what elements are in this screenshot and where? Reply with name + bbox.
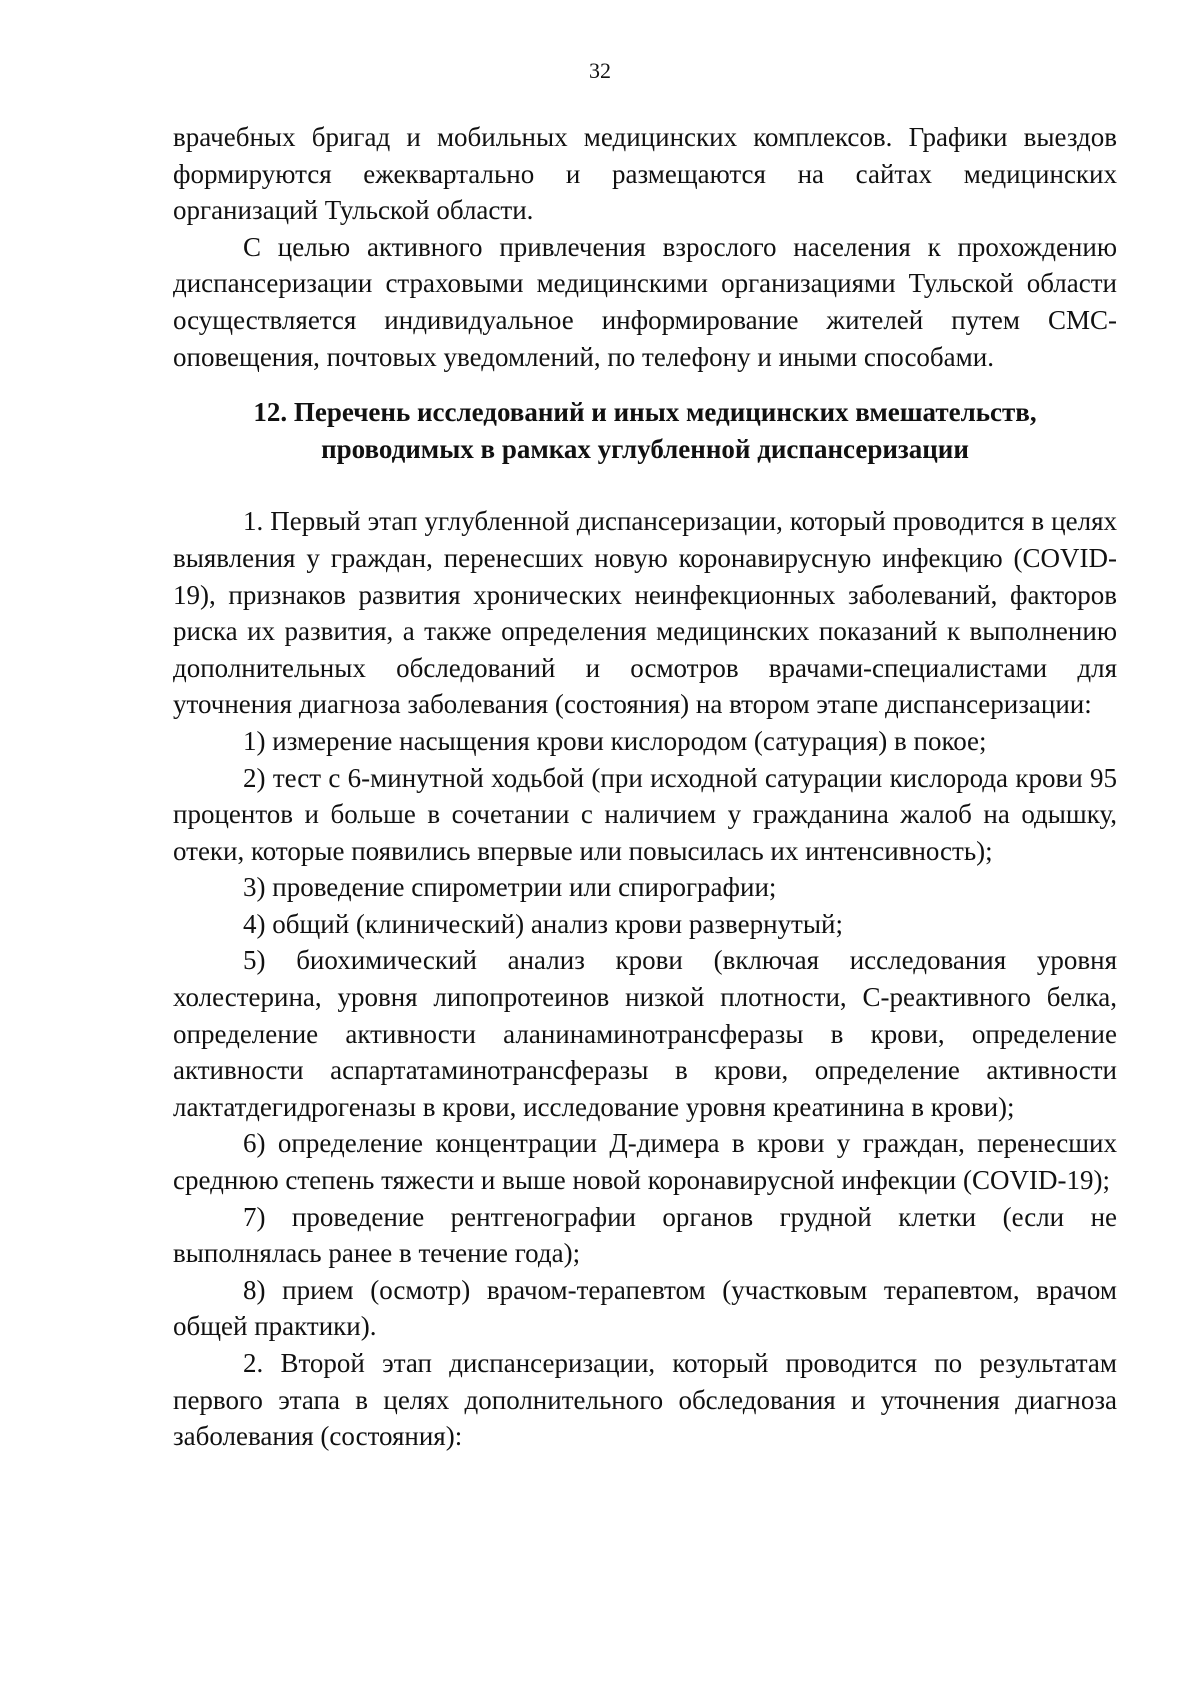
list-item-8: 8) прием (осмотр) врачом-терапевтом (участковым терапевтом, врачом общей практики). <box>173 1274 1117 1342</box>
list-item-3: 3) проведение спирометрии или спирографии; <box>243 872 777 903</box>
list-item-7: 7) проведение рентгенографии органов грудной клетки (если не выполнялась ранее в течение года); <box>173 1201 1117 1269</box>
section-heading: 12. Перечень исследований и иных медицинских вмешательств, проводимых в рамках углубленной диспансеризации <box>253 397 1037 464</box>
paragraph-informing: С целью активного привлечения взрослого населения к прохождению диспансеризации страховыми медицинскими организациями Тульской области осуществляется индивидуальное информирование жителей путем СМС-оповещения, почтовых уведомлений, по телефону и иными способами. <box>173 231 1117 372</box>
list-item-2: 2) тест с 6-минутной ходьбой (при исходной сатурации кислорода крови 95 процентов и больше в сочетании с наличием у гражданина жалоб на одышку, отеки, которые появились впервые или повысилась их интенсивность); <box>173 762 1117 866</box>
list-item-1: 1) измерение насыщения крови кислородом (сатурация) в покое; <box>243 725 987 756</box>
page-number: 32 <box>589 58 611 83</box>
list-item-5: 5) биохимический анализ крови (включая исследования уровня холестерина, уровня липопротеинов низкой плотности, С-реактивного белка, определение активности аланинаминотрансферазы в крови, определение активности аспартатаминотрансферазы в крови, определение активности лактатдегидрогеназы в крови, исследование уровня креатинина в крови); <box>173 945 1117 1122</box>
list-item-4: 4) общий (клинический) анализ крови развернутый; <box>243 908 843 939</box>
stage1-intro: 1. Первый этап углубленной диспансеризации, который проводится в целях выявления у граждан, перенесших новую коронавирусную инфекцию (COVID-19), признаков развития хронических неинфекционных заболеваний, факторов риска их развития, а также определения медицинских показаний к выполнению дополнительных обследований и осмотров врачами-специалистами для уточнения диагноза заболевания (состояния) на втором этапе диспансеризации: <box>173 506 1117 720</box>
stage2-intro: 2. Второй этап диспансеризации, который проводится по результатам первого этапа в целях дополнительного обследования и уточнения диагноза заболевания (состояния): <box>173 1348 1117 1452</box>
paragraph-continuation: врачебных бригад и мобильных медицинских комплексов. Графики выездов формируются ежеквартально и размещаются на сайтах медицинских организаций Тульской области. <box>173 122 1117 226</box>
list-item-6: 6) определение концентрации Д-димера в крови у граждан, перенесших среднюю степень тяжести и выше новой коронавирусной инфекции (COVID-19); <box>173 1128 1117 1196</box>
document-body <box>173 119 1117 1455</box>
